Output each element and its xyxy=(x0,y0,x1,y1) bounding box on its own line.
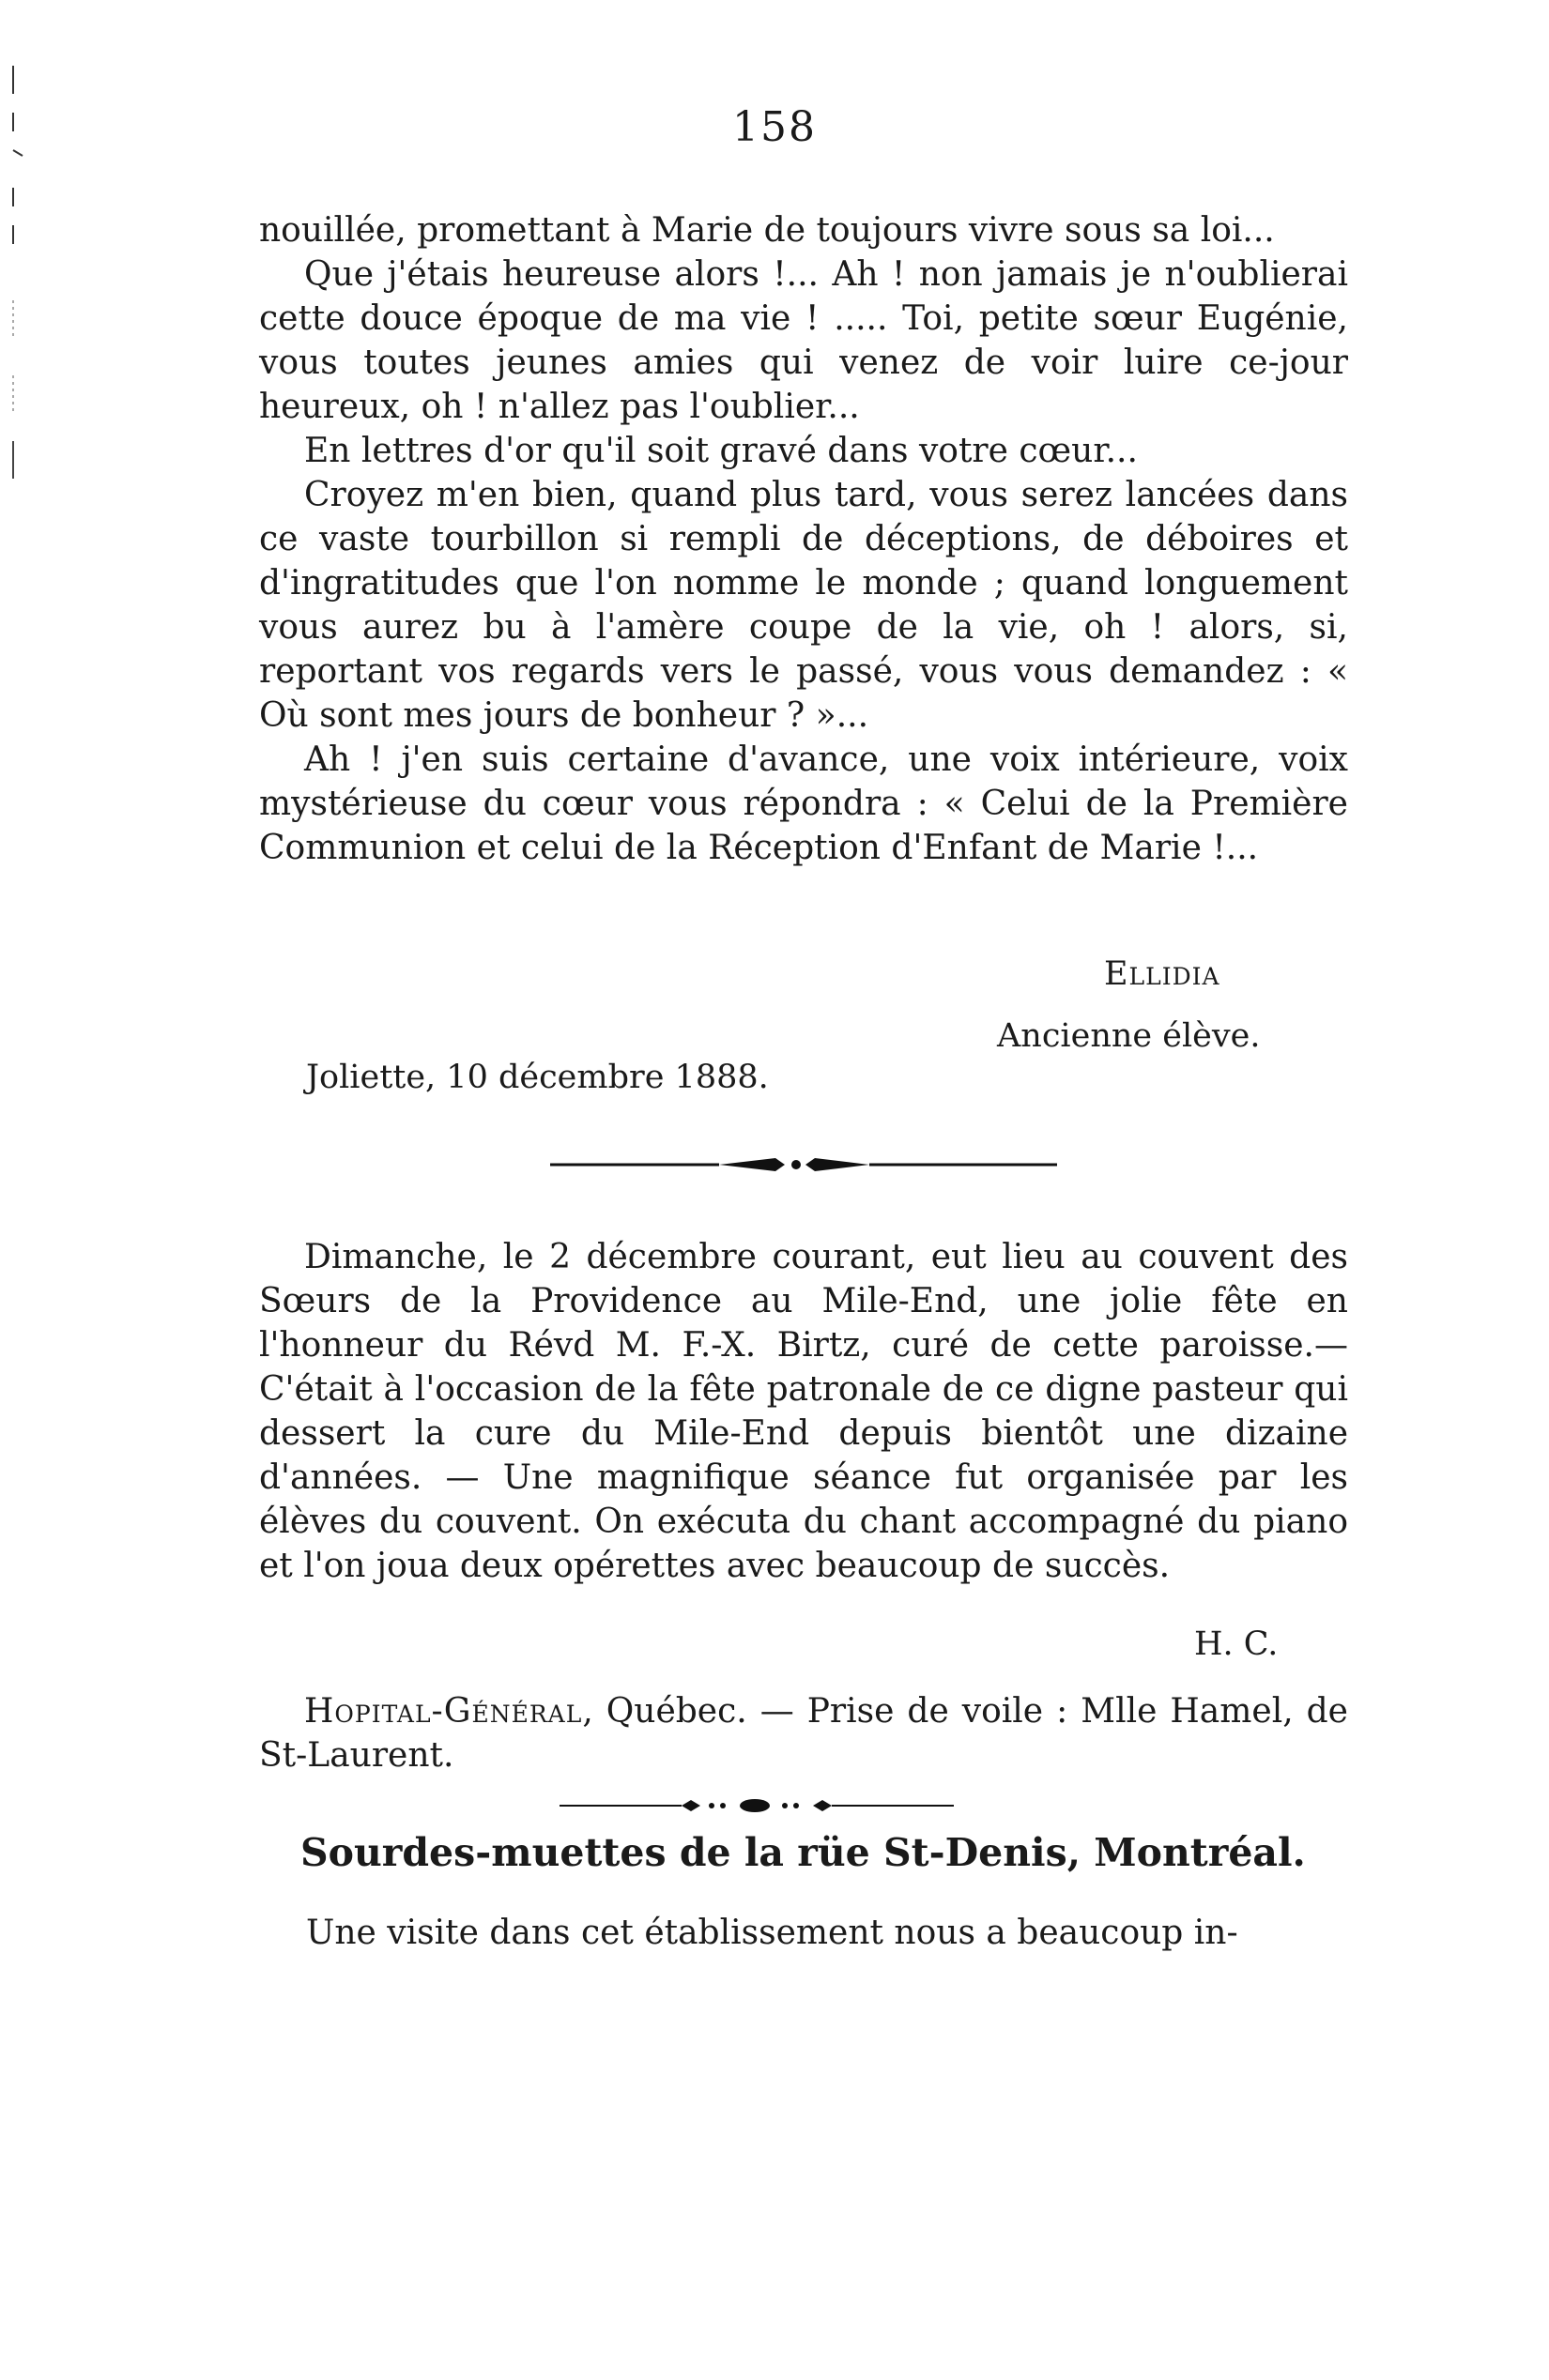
section-divider-ornament xyxy=(550,1152,1057,1177)
place-date: Joliette, 10 décembre 1888. xyxy=(306,1059,769,1096)
page-number: 158 xyxy=(732,103,817,151)
last-line xyxy=(306,1911,1367,1955)
paragraph: En lettres d'or qu'il soit gravé dans votre cœur... xyxy=(304,432,1138,470)
section-heading: Sourdes-muettes de la rüe St-Denis, Montréal. xyxy=(300,1830,1306,1875)
paragraph: Croyez m'en bien, quand plus tard, vous serez lancées dans ce vaste tourbillon si rempli de déceptions, de déboires et d'ingratitudes que l'on nomme le monde ; quand longuement vous aurez bu à l'amère coupe de la vie, oh ! alors, si, reportant vos regards vers le passé, vous vous demandez : « Où sont mes jours de bonheur ? »... xyxy=(259,476,1348,735)
paragraph: nouillée, promettant à Marie de toujours vivre sous sa loi... xyxy=(259,211,1275,250)
signature-name: Ellidia xyxy=(1104,955,1220,993)
institution-name: Hopital-Général xyxy=(304,1692,583,1731)
signature-initials: H. C. xyxy=(1194,1625,1279,1663)
article-part-1 xyxy=(259,208,1348,870)
paragraph: Dimanche, le 2 décembre courant, eut lieu au couvent des Sœurs de la Providence au Mile-End, une jolie fête en l'honneur du Révd M. F.-X. Birtz, curé de cette paroisse.— C'était à l'occasion de la fête patronale de ce digne pasteur qui dessert la cure du Mile-End depuis bientôt une dizaine d'années. — Une magnifique séance fut organisée par les élèves du couvent. On exécuta du chant accompagné du piano et l'on joua deux opérettes avec beaucoup de succès. xyxy=(259,1238,1348,1585)
signature-title: Ancienne élève. xyxy=(997,1017,1261,1055)
hopital-notice xyxy=(259,1689,1348,1777)
paragraph: Une visite dans cet établissement nous a beaucoup in- xyxy=(306,1914,1238,1952)
paragraph: Que j'étais heureuse alors !... Ah ! non jamais je n'oublierai cette douce époque de ma vie ! ..... Toi, petite sœur Eugénie, vous toutes jeunes amies qui venez de voir luire ce-jour heureux, oh ! n'allez pas l'oublier... xyxy=(259,255,1348,426)
small-divider-ornament xyxy=(560,1794,954,1817)
notice-text: , Québec. — Prise de voile : Mlle Hamel, de St-Laurent. xyxy=(259,1692,1348,1775)
article-part-2 xyxy=(259,1235,1348,1588)
paragraph: Ah ! j'en suis certaine d'avance, une voix intérieure, voix mystérieuse du cœur vous répondra : « Celui de la Première Communion et celui de la Réception d'Enfant de Marie !... xyxy=(259,740,1348,867)
